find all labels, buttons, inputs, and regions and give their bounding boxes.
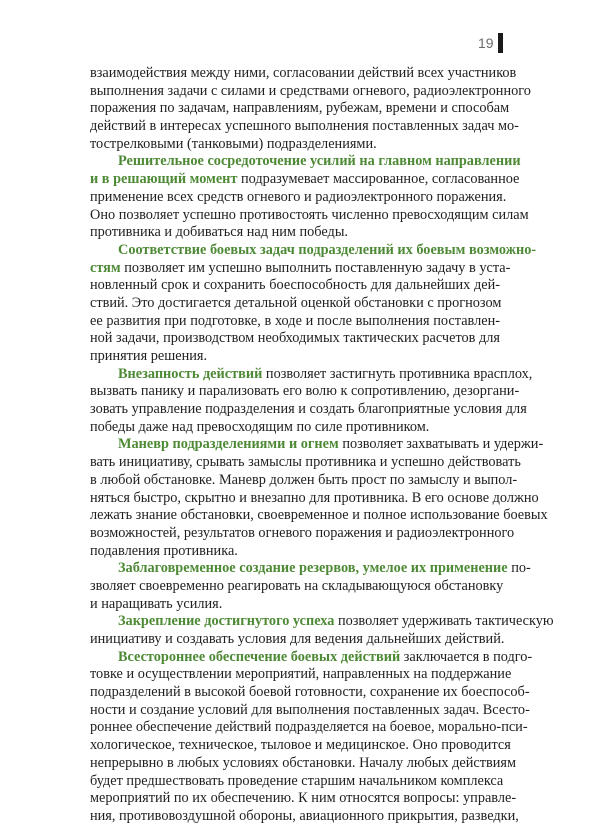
- text-line: [90, 313, 500, 331]
- text-line: [90, 241, 537, 260]
- text-line: [90, 719, 528, 737]
- paragraph: [90, 436, 548, 560]
- emphasis-phrase: Соответствие боевых задач подразделений их боевым возможно-: [118, 241, 537, 258]
- text-line: [90, 383, 520, 401]
- text-line: [90, 489, 539, 508]
- text-line: [90, 401, 527, 419]
- line-text: подразумевает массированное, согласованное: [237, 171, 520, 188]
- text-line: [90, 419, 500, 437]
- text-line: [90, 524, 515, 543]
- paragraph: [90, 365, 533, 437]
- emphasis-phrase: Закрепление достигнутого успеха: [118, 613, 335, 630]
- line-text: по-: [507, 560, 531, 577]
- line-text: поражения по задачам, направлениям, рубежам, времени и способам: [90, 100, 510, 117]
- emphasis-phrase: Внезапность действий: [118, 365, 263, 382]
- paragraph: [90, 613, 554, 648]
- text-line: [90, 737, 511, 755]
- text-line: [90, 684, 530, 702]
- text-line: [90, 560, 531, 578]
- text-line: [90, 171, 520, 189]
- paragraph: [90, 65, 531, 153]
- text-line: [90, 772, 504, 791]
- line-text: ствий. Это достигается детальной оценкой обстановки с прогнозом: [90, 294, 502, 311]
- line-text: хологическое, техническое, тыловое и медицинское. Оно проводится: [90, 737, 511, 754]
- emphasis-phrase: Маневр подразделениями и огнем: [118, 436, 339, 453]
- text-line: [90, 701, 530, 720]
- line-text: победы даже над превосходящим по силе противником.: [90, 418, 430, 435]
- text-line: [90, 471, 518, 490]
- line-text: принятия решения.: [90, 348, 208, 364]
- line-text: тострелковыми (танковыми) подразделениями.: [90, 135, 377, 152]
- line-text: непрерывно в любых условиях обстановки. Началу любых действиям: [90, 754, 516, 771]
- line-text: новленный срок и сохранить боеспособность для дальнейших дей-: [90, 277, 500, 294]
- emphasis-phrase: и в решающий момент: [90, 171, 238, 188]
- line-text: позволяет захватывать и удержи-: [338, 436, 544, 453]
- line-text: мероприятий по их обеспечению. К ним относятся вопросы: управле-: [90, 790, 517, 807]
- text-line: [90, 153, 521, 171]
- text-line: [90, 613, 554, 631]
- line-text: будет предшествовать проведение старшим начальником комплекса: [90, 772, 504, 789]
- text-line: [90, 790, 517, 808]
- text-line: [90, 543, 500, 561]
- line-text: возможностей, результатов огневого поражения и радиоэлектронного: [90, 524, 515, 541]
- text-line: [90, 348, 500, 366]
- text-line: [90, 206, 529, 225]
- line-text: и наращивать усилия.: [90, 595, 223, 612]
- page-number: 19: [478, 35, 494, 51]
- emphasis-phrase: Заблаговременное создание резервов, умелое их применение: [118, 560, 508, 577]
- line-text: товке и осуществлении мероприятий, направленных на поддержание: [90, 666, 512, 683]
- text-line: [90, 436, 544, 454]
- paragraph: [90, 560, 531, 613]
- paragraph: [90, 648, 533, 826]
- line-text: няться быстро, скрытно и внезапно для противника. В его основе должно: [90, 489, 539, 506]
- line-text: роннее обеспечение действий подразделяется на боевое, морально-пси-: [90, 719, 528, 736]
- line-text: выполнения задачи с силами и средствами огневого, радиоэлектронного: [90, 82, 531, 99]
- line-text: противника и добиваться над ним победы.: [90, 224, 348, 241]
- text-line: [90, 454, 521, 472]
- line-text: заключается в подго-: [400, 648, 533, 665]
- line-text: позволяет удерживать тактическую: [334, 613, 554, 630]
- text-line: [90, 295, 500, 313]
- text-line: [90, 259, 511, 278]
- body-text: [90, 65, 554, 826]
- line-text: подавления противника.: [90, 542, 238, 559]
- line-text: лежать знание обстановки, своевременное и полное использование боевых: [90, 507, 548, 524]
- text-line: [90, 100, 510, 118]
- text-line: [90, 136, 500, 154]
- text-line: [90, 666, 512, 684]
- text-line: [90, 277, 500, 295]
- text-line: [90, 330, 500, 348]
- text-line: [90, 224, 500, 242]
- paragraph: [90, 153, 529, 241]
- text-line: [90, 754, 516, 773]
- line-text: в любой обстановке. Маневр должен быть прост по замыслу и выпол-: [90, 471, 518, 488]
- emphasis-phrase: стям: [90, 259, 121, 276]
- line-text: позволяет застигнуть противника врасплох,: [262, 365, 533, 382]
- text-line: [90, 648, 533, 667]
- line-text: ния, противовоздушной обороны, авиационного прикрытия, разведки,: [90, 807, 519, 824]
- emphasis-phrase: Всестороннее обеспечение боевых действий: [118, 648, 401, 665]
- line-text: ности и создание условий для выполнения поставленных задач. Всесто-: [90, 701, 530, 718]
- text-line: [90, 188, 507, 207]
- line-text: взаимодействия между ними, согласовании действий всех участников: [90, 65, 517, 81]
- text-line: [90, 65, 517, 83]
- line-text: зовать управление подразделения и создать благоприятные условия для: [90, 401, 527, 418]
- paragraph: [90, 241, 537, 366]
- line-text: подразделений в высокой боевой готовности, сохранение их боеспособ-: [90, 684, 530, 701]
- line-text: Оно позволяет успешно противостоять численно превосходящим силам: [90, 206, 529, 223]
- line-text: зволяет своевременно реагировать на складывающуюся обстановку: [90, 577, 504, 594]
- text-line: [90, 507, 548, 525]
- emphasis-phrase: Решительное сосредоточение усилий на главном направлении: [118, 153, 521, 170]
- text-line: [90, 577, 504, 596]
- page-number-rule: [498, 33, 503, 53]
- line-text: позволяет им успешно выполнить поставленную задачу в уста-: [120, 259, 511, 276]
- text-line: [90, 807, 519, 826]
- line-text: применение всех средств огневого и радиоэлектронного поражения.: [90, 188, 507, 205]
- line-text: ной задачи, производством необходимых тактических расчетов для: [90, 330, 500, 347]
- text-line: [90, 365, 533, 384]
- line-text: вать инициативу, срывать замыслы противника и успешно действовать: [90, 454, 521, 471]
- text-line: [90, 118, 519, 136]
- line-text: действий в интересах успешного выполнения поставленных задач мо-: [90, 118, 519, 135]
- line-text: вызвать панику и парализовать его волю к сопротивлению, дезоргани-: [90, 383, 520, 400]
- text-line: [90, 631, 505, 649]
- line-text: ее развития при подготовке, в ходе и после выполнения поставлен-: [90, 312, 500, 329]
- text-line: [90, 82, 531, 101]
- text-line: [90, 596, 500, 614]
- line-text: инициативу и создавать условия для ведения дальнейших действий.: [90, 631, 505, 647]
